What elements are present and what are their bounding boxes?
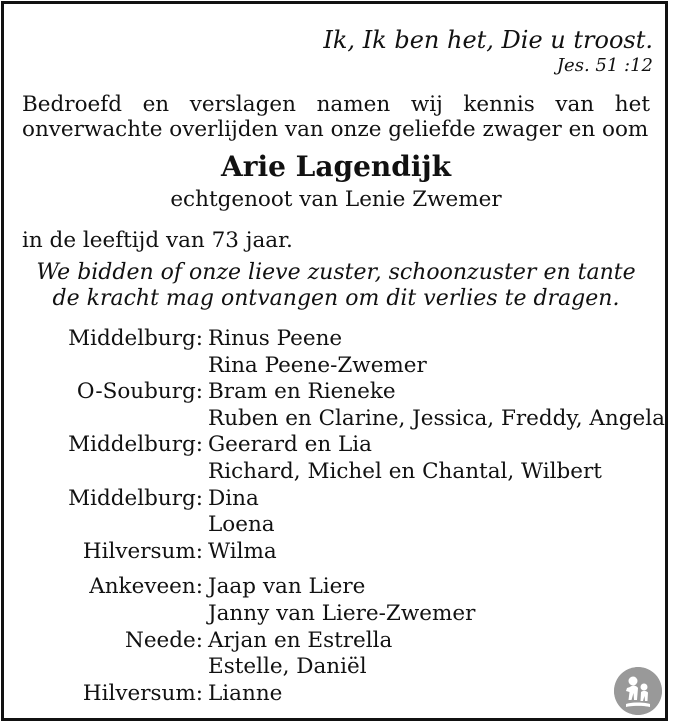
family-place: Ankeveen:	[89, 574, 203, 600]
prayer-line-2: de kracht mag ontvangen om dit verlies te dragen.	[52, 286, 620, 311]
family-row	[0, 654, 672, 681]
family-place: Neede:	[125, 627, 203, 653]
announcement-line-2: onverwachte overlijden van onze geliefde zwager en oom	[22, 117, 649, 142]
bible-reference: Jes. 51 :12	[556, 55, 653, 76]
family-person: Ruben en Clarine, Jessica, Freddy, Angela	[208, 405, 665, 431]
family-row	[0, 353, 672, 380]
bible-quote: Ik, Ik ben het, Die u troost.	[323, 26, 653, 54]
family-person: Janny van Liere-Zwemer	[208, 600, 476, 626]
family-person: Dina	[208, 485, 259, 511]
family-row	[0, 486, 672, 513]
family-row	[0, 681, 672, 708]
family-person: Jaap van Liere	[208, 574, 366, 600]
family-place: O-Souburg:	[76, 379, 203, 405]
figures-logo-icon	[614, 667, 662, 715]
family-person: Rina Peene-Zwemer	[208, 352, 427, 378]
family-person: Arjan en Estrella	[208, 627, 393, 653]
deceased-name: Arie Lagendijk	[220, 150, 451, 183]
family-row	[0, 512, 672, 539]
age-text: in de leeftijd van 73 jaar.	[22, 228, 293, 253]
announcement-line-1: Bedroefd en verslagen namen wij kennis van het	[22, 92, 650, 117]
family-person: Lianne	[208, 680, 283, 706]
family-person: Bram en Rieneke	[208, 379, 396, 405]
family-place: Middelburg:	[68, 485, 203, 511]
family-list	[0, 326, 672, 707]
family-row	[0, 432, 672, 459]
family-row	[0, 628, 672, 655]
family-place: Hilversum:	[82, 680, 203, 706]
family-row	[0, 406, 672, 433]
family-person: Loena	[208, 512, 275, 538]
family-person: Geerard en Lia	[208, 432, 372, 458]
family-place: Middelburg:	[68, 432, 203, 458]
family-row	[0, 326, 672, 353]
family-place: Middelburg:	[68, 326, 203, 351]
family-row	[0, 601, 672, 628]
family-place: Hilversum:	[82, 538, 203, 564]
family-person: Estelle, Daniël	[208, 654, 367, 680]
family-row	[0, 379, 672, 406]
family-row	[0, 574, 672, 601]
family-row	[0, 459, 672, 486]
family-person: Rinus Peene	[208, 326, 343, 351]
family-person: Richard, Michel en Chantal, Wilbert	[208, 458, 602, 484]
spouse-text: echtgenoot van Lenie Zwemer	[170, 187, 502, 212]
prayer-line-1: We bidden of onze lieve zuster, schoonzuster en tante	[36, 260, 636, 285]
family-person: Wilma	[208, 538, 277, 564]
family-row	[0, 539, 672, 566]
